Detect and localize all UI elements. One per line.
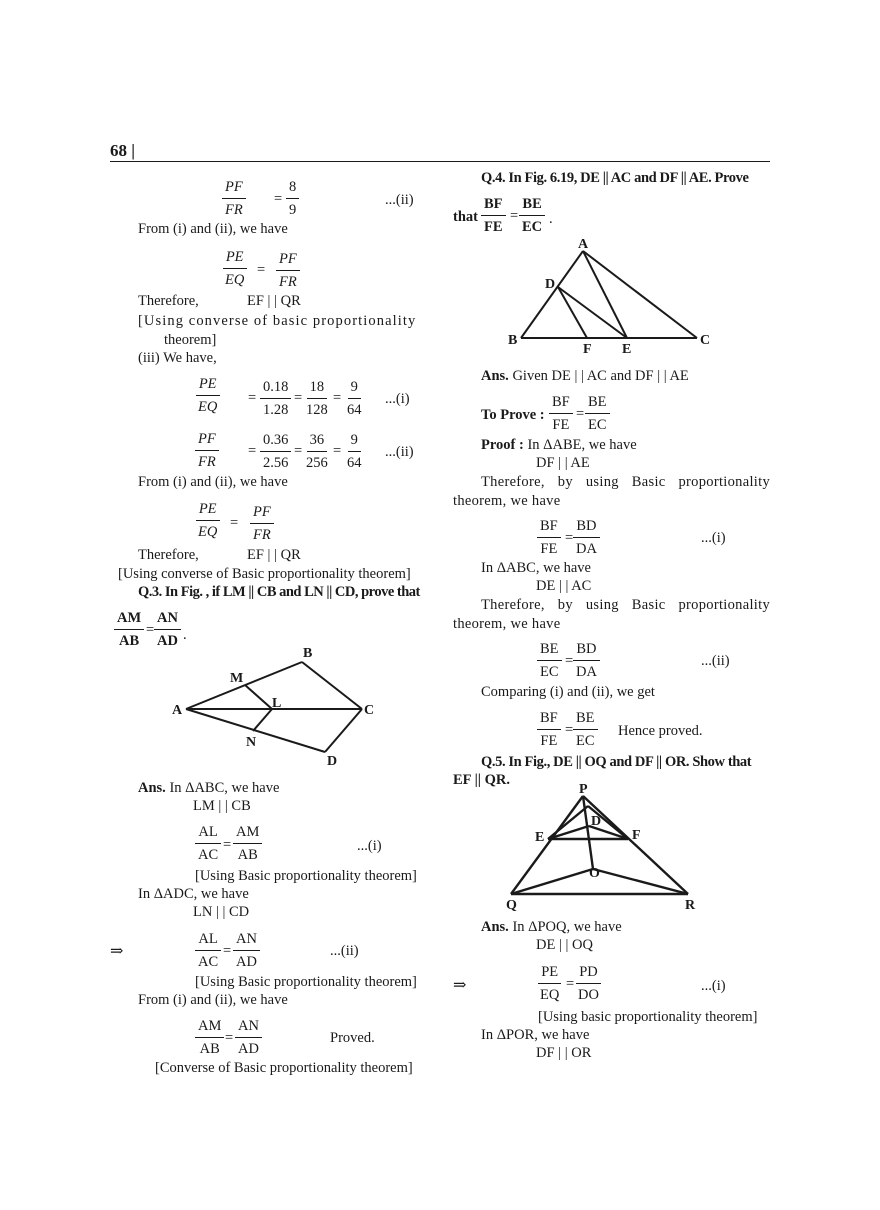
fraction-bd-da: $\frac{BD}{DA}$ — [573, 519, 600, 556]
equation-ref: ...(i) — [701, 978, 726, 994]
text-line: [Converse of Basic proportionality theorem] — [155, 1060, 413, 1076]
label-c: C — [700, 333, 711, 348]
text-line: From (i) and (ii), we have — [138, 221, 288, 237]
segment-oq — [511, 869, 593, 894]
text-line: [Using converse of Basic proportionality theorem] — [118, 566, 411, 582]
question-title-cont: EF || QR. — [453, 772, 511, 788]
equals-sign: = — [248, 443, 257, 459]
fraction-pf-fr: $\frac{PF}{FR}$ — [195, 432, 219, 469]
equation-ref: ...(ii) — [330, 943, 359, 959]
question-title: Q.4. In Fig. 6.19, DE || AC and DF || AE. Prove — [481, 170, 749, 186]
segment-ep-inner — [548, 806, 588, 839]
fraction-value: $\frac{9}{64}$ — [347, 432, 362, 471]
fraction-an-ad: $\frac{AN}{AD}$ — [235, 1019, 262, 1056]
equals-sign: = — [248, 390, 257, 406]
equation-ref: ...(ii) — [385, 192, 414, 208]
segment-ab — [521, 251, 583, 338]
text-line: From (i) and (ii), we have — [138, 474, 288, 490]
segment-ab — [186, 662, 302, 709]
segment-po — [583, 796, 593, 869]
segment-df — [558, 287, 587, 338]
label-b: B — [508, 333, 518, 348]
segment-pq — [511, 796, 583, 894]
label-o: O — [589, 866, 600, 881]
equals-sign: = — [510, 208, 519, 224]
equals-sign: = — [333, 390, 342, 406]
hence-proved-label: Hence proved. — [618, 723, 703, 739]
question-title: Q.5. In Fig., DE || OQ and DF || OR. Show that — [481, 754, 752, 770]
text-line: [Using Basic proportionality theorem] — [195, 974, 417, 990]
fraction-pe-eq: $\frac{PE}{EQ}$ — [195, 377, 220, 414]
equals-sign: = — [294, 443, 303, 459]
label-q: Q — [506, 898, 517, 913]
fraction-be-ec: $\frac{BE}{EC}$ — [537, 642, 562, 679]
label-m: M — [230, 671, 244, 686]
answer-line: Ans. Given DE | | AC and DF | | AE — [481, 368, 689, 384]
text-line: EF | | QR — [247, 293, 301, 309]
fraction-value: $\frac{0.36}{2.56}$ — [260, 433, 291, 470]
fraction-am-ab: $\frac{AM}{AB}$ — [233, 825, 262, 862]
segment-ad — [186, 709, 325, 752]
text-line: Therefore, — [138, 293, 199, 309]
equals-sign: = — [576, 406, 585, 422]
label-c: C — [364, 703, 375, 718]
label-e: E — [622, 342, 632, 357]
text-line: In ΔABC, we have — [481, 560, 591, 576]
proved-label: Proved. — [330, 1030, 375, 1046]
proof-line: Proof : In ΔABE, we have — [481, 437, 637, 453]
fraction-be-ec: $\frac{BE}{EC}$ — [519, 197, 545, 234]
fraction-value: $\frac{0.18}{1.28}$ — [260, 380, 291, 417]
period: . — [183, 627, 187, 643]
label-f: F — [632, 828, 641, 843]
text-line: [Using basic proportionality theorem] — [538, 1009, 758, 1025]
segment-ac — [583, 251, 697, 338]
implies-arrow: ⇒ — [453, 977, 467, 994]
segment-de — [548, 826, 589, 839]
text-line: (iii) We have, — [138, 350, 217, 366]
label-d: D — [591, 814, 602, 829]
fraction-pe-eq: $\frac{PE}{EQ}$ — [195, 502, 220, 539]
equals-sign: = — [565, 653, 574, 669]
equals-sign: = — [333, 443, 342, 459]
segment-de — [558, 287, 627, 338]
equals-sign: = — [565, 722, 574, 738]
label-a: A — [172, 703, 183, 718]
label-r: R — [685, 898, 696, 913]
text-line: [Using Basic proportionality theorem] — [195, 868, 417, 884]
fraction-value: $\frac{36}{256}$ — [306, 432, 328, 471]
segment-ml — [245, 685, 272, 709]
label-a: A — [578, 237, 589, 252]
segment-cd — [325, 709, 362, 752]
text-line: From (i) and (ii), we have — [138, 992, 288, 1008]
fraction-an-ad: $\frac{AN}{AD}$ — [233, 932, 260, 969]
text-line: LN | | CD — [193, 904, 250, 920]
question-title: Q.3. In Fig. , if LM || CB and LN || CD, prove that — [138, 584, 420, 600]
segment-ae — [583, 251, 627, 338]
answer-line: Ans. In ΔPOQ, we have — [481, 919, 622, 935]
equals-sign: = — [225, 1030, 234, 1046]
fraction-an-ad: $\frac{AN}{AD}$ — [154, 611, 181, 648]
label-n: N — [246, 735, 257, 750]
text-line: [Using converse of basic proportionality — [138, 313, 417, 329]
equals-sign: = — [565, 530, 574, 546]
paragraph: Therefore, by using Basic proportionality theorem, we have — [453, 474, 770, 509]
equation-ref: ...(i) — [385, 391, 410, 407]
equals-sign: = — [223, 943, 232, 959]
text-line: LM | | CB — [193, 798, 251, 814]
fraction-bd-da: $\frac{BD}{DA}$ — [573, 642, 600, 679]
label-l: L — [272, 696, 282, 711]
equals-sign: = — [230, 515, 239, 531]
segment-ln — [253, 709, 272, 731]
fraction-al-ac: $\frac{AL}{AC}$ — [195, 932, 221, 969]
label-f: F — [583, 342, 592, 357]
equation-ref: ...(ii) — [701, 653, 730, 669]
segment-pr — [583, 796, 688, 894]
segment-fp-inner — [588, 806, 628, 839]
fraction-value: $\frac{9}{64}$ — [347, 379, 362, 418]
fraction-bf-fe: $\frac{BF}{FE}$ — [537, 519, 561, 556]
segment-df — [589, 826, 628, 839]
fraction-pf-fr: $\frac{PF}{FR}$ — [276, 252, 300, 289]
equals-sign: = — [294, 390, 303, 406]
fraction-al-ac: $\frac{AL}{AC}$ — [195, 825, 221, 862]
equation-ref: ...(ii) — [385, 444, 414, 460]
page-number: 68 | — [110, 141, 135, 160]
text-line: DF | | AE — [536, 455, 590, 471]
equals-sign: = — [257, 262, 266, 278]
label-p: P — [579, 782, 588, 797]
fraction-pd-do: $\frac{PD}{DO}$ — [578, 964, 599, 1003]
question-that: that — [453, 209, 478, 225]
equation-ref: ...(i) — [701, 530, 726, 546]
fraction-be-ec: $\frac{BE}{EC}$ — [585, 395, 610, 432]
text-line: Therefore, — [138, 547, 199, 563]
fraction-pe-eq: $\frac{PE}{EQ}$ — [222, 250, 247, 287]
label-b: B — [303, 646, 313, 661]
fraction-value: $\frac{18}{128}$ — [306, 379, 328, 418]
text-line: In ΔADC, we have — [138, 886, 249, 902]
fraction-bf-fe: $\frac{BF}{FE}$ — [481, 197, 506, 234]
equals-sign: = — [223, 837, 232, 853]
equation-ref: ...(i) — [357, 838, 382, 854]
text-line: DE | | OQ — [536, 937, 593, 953]
fraction-am-ab: $\frac{AM}{AB}$ — [114, 611, 144, 648]
fraction-pf-fr: $\frac{PF}{FR}$ — [250, 505, 274, 542]
text-line: EF | | QR — [247, 547, 301, 563]
segment-or — [593, 869, 688, 894]
to-prove-label: To Prove : — [481, 407, 545, 423]
text-line: In ΔPOR, we have — [481, 1027, 590, 1043]
equals-sign: = — [146, 622, 155, 638]
fraction-8-9: $\frac{8}{9}$ — [286, 180, 299, 217]
fraction-bf-fe: $\frac{BF}{FE}$ — [549, 395, 573, 432]
text-line: Comparing (i) and (ii), we get — [481, 684, 655, 700]
fraction-be-ec: $\frac{BE}{EC}$ — [573, 711, 598, 748]
fraction-pe-eq: $\frac{PE}{EQ}$ — [540, 964, 560, 1003]
implies-arrow: ⇒ — [110, 943, 124, 960]
fraction-pf-fr: $\frac{PF}{FR}$ — [222, 180, 246, 217]
equals-sign: = — [274, 191, 283, 207]
text-line: DE | | AC — [536, 578, 592, 594]
text-line: theorem] — [164, 332, 217, 348]
text-line: DF | | OR — [536, 1045, 592, 1061]
label-e: E — [535, 830, 545, 845]
label-d: D — [545, 277, 556, 292]
period: . — [549, 211, 553, 227]
fraction-am-ab: $\frac{AM}{AB}$ — [195, 1019, 224, 1056]
equals-sign: = — [566, 976, 575, 992]
label-d: D — [327, 754, 338, 769]
header-rule — [110, 161, 770, 162]
paragraph: Therefore, by using Basic proportionality theorem, we have — [453, 597, 770, 632]
fraction-bf-fe: $\frac{BF}{FE}$ — [537, 711, 561, 748]
segment-bc — [302, 662, 362, 709]
answer-line: Ans. In ΔABC, we have — [138, 780, 280, 796]
